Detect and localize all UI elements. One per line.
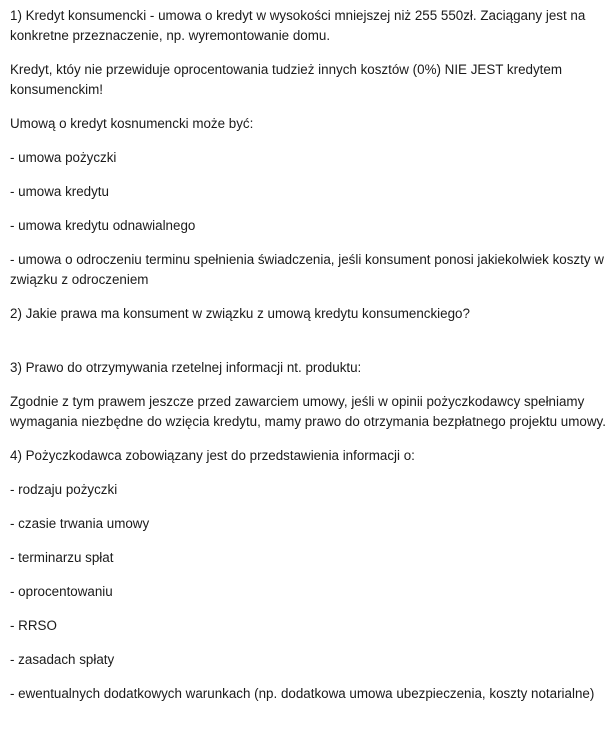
list-item-5: - rodzaju pożyczki: [10, 482, 118, 497]
paragraph-4: 2) Jakie prawa ma konsument w związku z umową kredytu konsumenckiego?: [10, 306, 470, 321]
list-item-7: - terminarzu spłat: [10, 550, 114, 565]
list-item-8: - oprocentowaniu: [10, 584, 113, 599]
list-item-11: - ewentualnych dodatkowych warunkach (np. dodatkowa umowa ubezpieczenia, koszty notarialne): [10, 686, 595, 701]
paragraph-2: Kredyt, któy nie przewiduje oprocentowania tudzież innych kosztów (0%) NIE JEST kredytem konsumenckim!: [10, 62, 562, 97]
list-item-3: - umowa kredytu odnawialnego: [10, 218, 196, 233]
document-body[interactable]: [10, 6, 606, 704]
list-item-9: - RRSO: [10, 618, 57, 633]
list-item-10: - zasadach spłaty: [10, 652, 115, 667]
paragraph-7: 4) Pożyczkodawca zobowiązany jest do przedstawienia informacji o:: [10, 448, 415, 463]
paragraph-6: Zgodnie z tym prawem jeszcze przed zawarciem umowy, jeśli w opinii pożyczkodawcy spełniamy wymagania niezbędne do wzięcia kredytu, mamy prawo do otrzymania bezpłatnego projektu umowy.: [10, 394, 606, 429]
list-item-2: - umowa kredytu: [10, 184, 109, 199]
list-item-6: - czasie trwania umowy: [10, 516, 150, 531]
paragraph-5: 3) Prawo do otrzymywania rzetelnej informacji nt. produktu:: [10, 360, 362, 375]
paragraph-1: 1) Kredyt konsumencki - umowa o kredyt w wysokości mniejszej niż 255 550zł. Zaciągany jest na konkretne przeznaczenie, np. wyremontowanie domu.: [10, 8, 586, 43]
list-item-4: - umowa o odroczeniu terminu spełnienia świadczenia, jeśli konsument ponosi jakiekolwiek koszty w związku z odroczeniem: [10, 252, 604, 287]
paragraph-3: Umową o kredyt kosnumencki może być:: [10, 116, 254, 131]
list-item-1: - umowa pożyczki: [10, 150, 117, 165]
